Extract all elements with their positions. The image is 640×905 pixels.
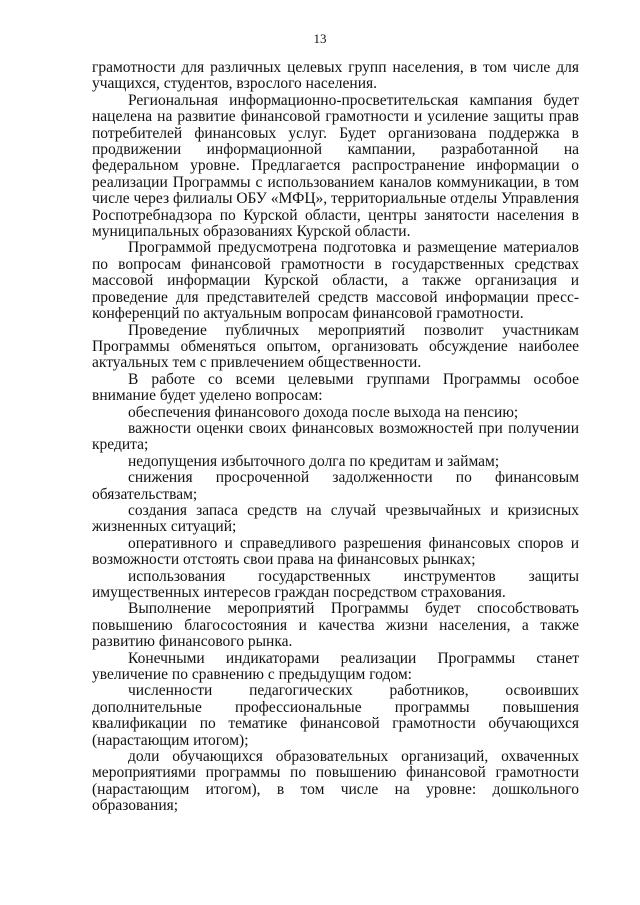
list-item: важности оценки своих финансовых возможностей при получении кредита; xyxy=(92,419,579,454)
list-item: обеспечения финансового дохода после выхода на пенсию; xyxy=(128,403,519,421)
list-item: снижения просроченной задолженности по финансовым обязательствам; xyxy=(92,469,579,503)
paragraph: Конечными индикаторами реализации Программы станет увеличение по сравнению с предыдущим годом: xyxy=(92,649,579,684)
list-item: использования государственных инструментов защиты имущественных интересов граждан посредством страхования. xyxy=(92,567,579,601)
paragraph: грамотности для различных целевых групп населения, в том числе для учащихся, студентов, взрослого населения. xyxy=(92,59,579,93)
body-text xyxy=(92,60,579,815)
paragraph: Выполнение мероприятий Программы будет способствовать повышению благосостояния и качества жизни населения, а также развитию финансового рынка. xyxy=(92,600,579,651)
page-number: 13 xyxy=(313,31,327,46)
list-item: доли обучающихся образовательных организаций, охваченных мероприятиями программы по повышению финансовой грамотности (нарастающим итогом), в том числе на уровне: дошкольного образования; xyxy=(92,748,579,815)
list-item: недопущения избыточного долга по кредитам и займам; xyxy=(128,452,500,470)
list-item: численности педагогических работников, освоивших дополнительные профессиональные программы повышения квалификации по тематике финансовой грамотности обучающихся (нарастающим итогом); xyxy=(92,682,579,749)
paragraph: В работе со всеми целевыми группами Программы особое внимание будет уделено вопросам: xyxy=(92,370,579,405)
paragraph: Региональная информационно-просветительская кампания будет нацелена на развитие финансовой грамотности и усиление защиты прав потребителей финансовых услуг. Будет организована поддержка в продвижении информационной кампании, разработанной на федеральном уровне. Предлагается распространение информации о реализации Программы с использованием каналов коммуникации, в том числе через филиалы ОБУ «МФЦ», территориальные отделы Управления Роспотребнадзора по Курской области, центры занятости населения в муниципальных образованиях Курской области. xyxy=(92,91,580,241)
list-item: создания запаса средств на случай чрезвычайных и кризисных жизненных ситуаций; xyxy=(92,501,579,536)
paragraph: Программой предусмотрена подготовка и размещение материалов по вопросам финансовой грамотности в государственных средствах массовой информации Курской области, а также организация и проведение для представителей средств массовой информации пресс-конференций по актуальным вопросам финансовой грамотности. xyxy=(92,239,579,323)
list-item: оперативного и справедливого разрешения финансовых споров и возможности отстоять свои права на финансовых рынках; xyxy=(92,534,579,569)
paragraph: Проведение публичных мероприятий позволит участникам Программы обменяться опытом, организовать обсуждение наиболее актуальных тем с привлечением общественности. xyxy=(92,321,579,372)
